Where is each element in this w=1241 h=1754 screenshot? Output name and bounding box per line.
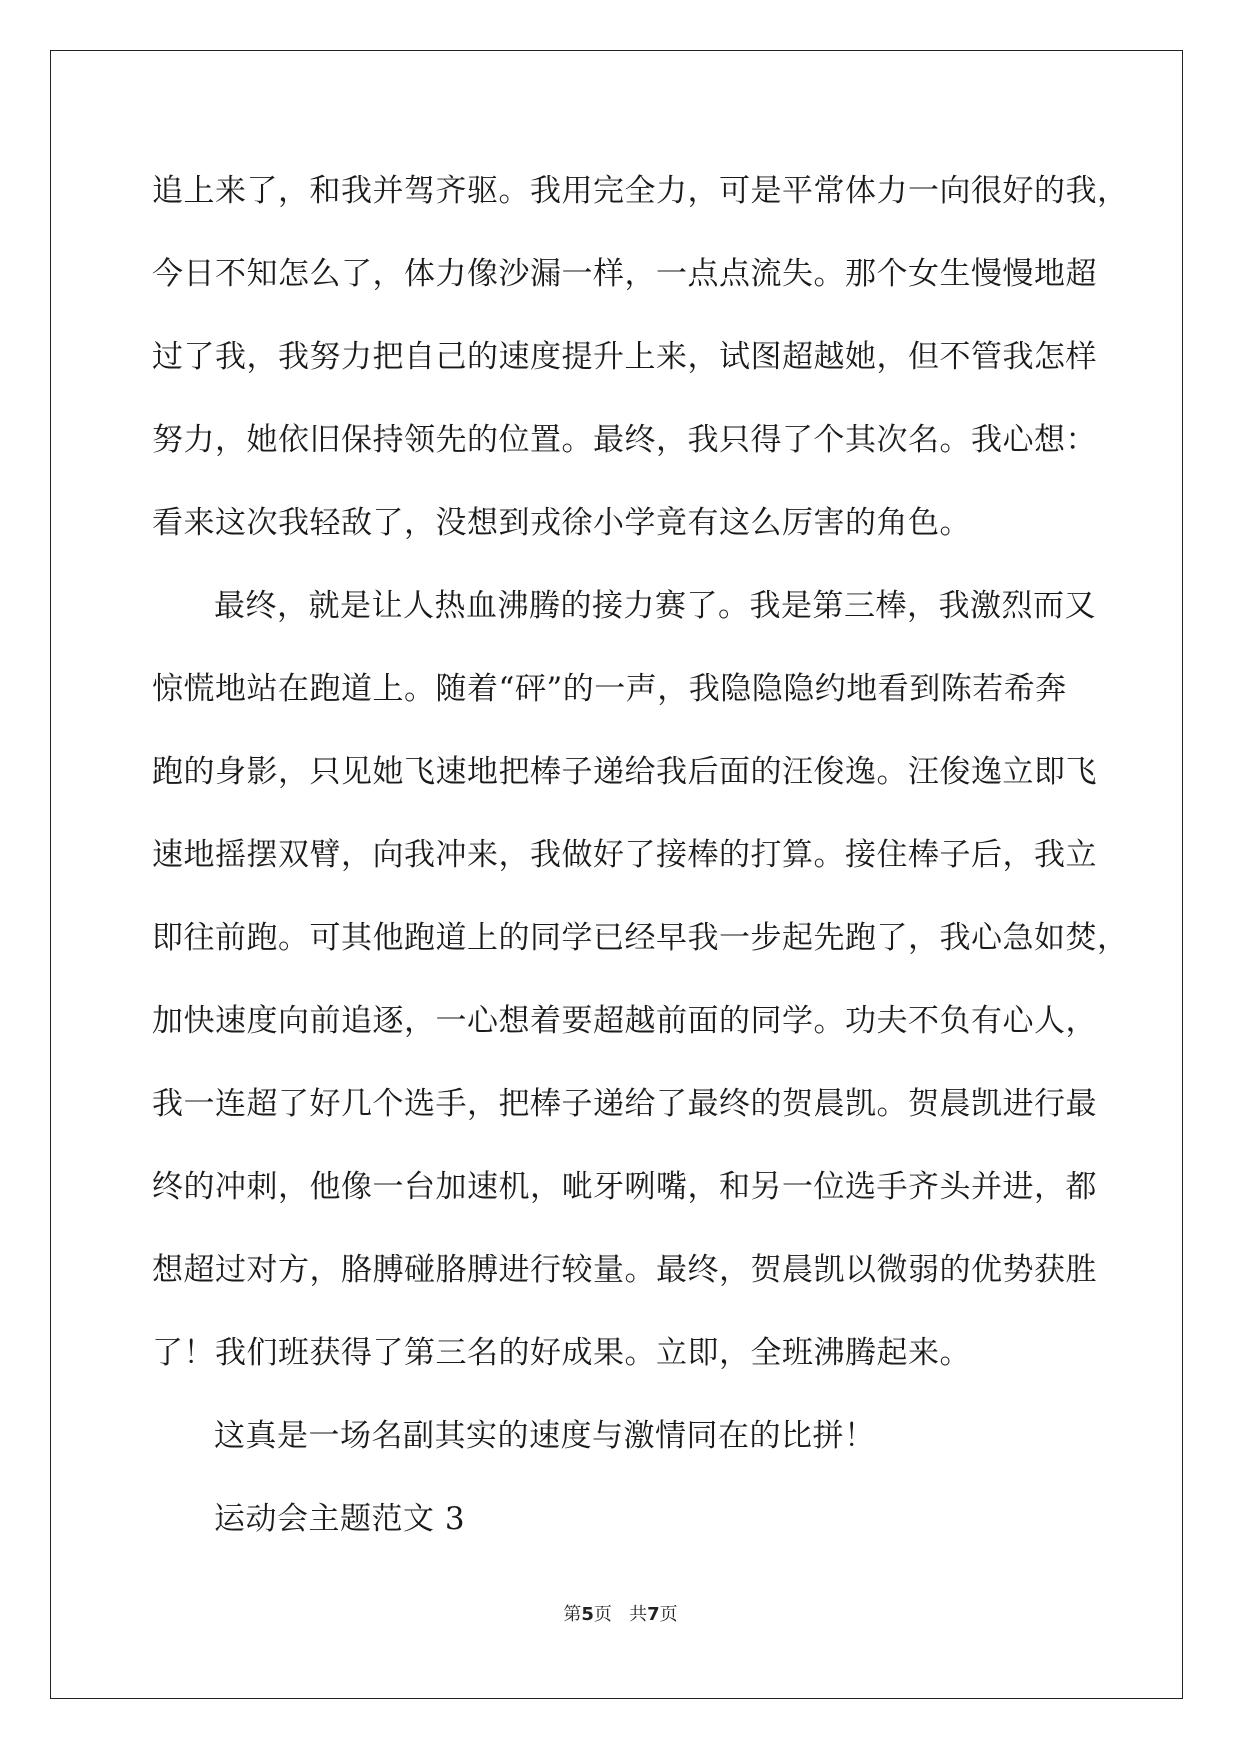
text-line: 想超过对方，胳膊碰胳膊进行较量。最终，贺晨凯以微弱的优势获胜 — [152, 1252, 1097, 1288]
page-number: 5 — [581, 1604, 594, 1625]
paragraph-start-line: 最终，就是让人热血沸腾的接力赛了。我是第三棒，我激烈而又 — [214, 588, 1096, 624]
text-line: 即往前跑。可其他跑道上的同学已经早我一步起先跑了，我心急如焚， — [152, 920, 1129, 956]
text-line: 今日不知怎么了，体力像沙漏一样，一点点流失。那个女生慢慢地超 — [152, 256, 1097, 292]
section-heading: 运动会主题范文 3 — [214, 1501, 466, 1537]
footer-page-unit: 页 — [593, 1604, 612, 1625]
page-footer — [0, 1600, 1241, 1626]
text-line: 惊慌地站在跑道上。随着“砰”的一声，我隐隐隐约地看到陈若希奔 — [152, 671, 1067, 707]
text-line: 我一连超了好几个选手，把棒子递给了最终的贺晨凯。贺晨凯进行最 — [152, 1086, 1097, 1122]
footer-prefix: 第 — [563, 1604, 582, 1625]
text-line: 了！我们班获得了第三名的好成果。立即，全班沸腾起来。 — [152, 1335, 971, 1371]
text-line: 努力，她依旧保持领先的位置。最终，我只得了个其次名。我心想： — [152, 422, 1097, 458]
text-line: 过了我，我努力把自己的速度提升上来，试图超越她，但不管我怎样 — [152, 339, 1097, 375]
total-pages: 7 — [647, 1604, 660, 1625]
footer-total-unit: 页 — [659, 1604, 678, 1625]
paragraph-start-line: 这真是一场名副其实的速度与激情同在的比拼！ — [214, 1418, 876, 1454]
text-line: 速地摇摆双臂，向我冲来，我做好了接棒的打算。接住棒子后，我立 — [152, 837, 1097, 873]
document-body — [152, 150, 1129, 1561]
footer-total-prefix: 共 — [629, 1604, 648, 1625]
text-line: 终的冲刺，他像一台加速机，呲牙咧嘴，和另一位选手齐头并进，都 — [152, 1169, 1097, 1205]
text-line: 加快速度向前追逐，一心想着要超越前面的同学。功夫不负有心人， — [152, 1003, 1097, 1039]
text-line: 追上来了，和我并驾齐驱。我用完全力，可是平常体力一向很好的我， — [152, 173, 1129, 209]
text-line: 跑的身影，只见她飞速地把棒子递给我后面的汪俊逸。汪俊逸立即飞 — [152, 754, 1097, 790]
text-line: 看来这次我轻敌了，没想到戎徐小学竟有这么厉害的角色。 — [152, 505, 971, 541]
